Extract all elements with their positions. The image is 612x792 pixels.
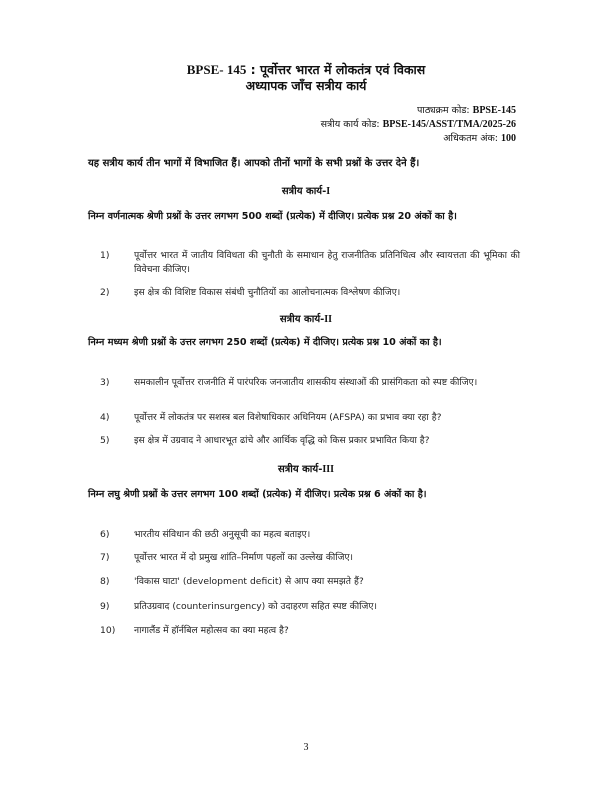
title-hindi: : पूर्वोत्तर भारत में लोकतंत्र एवं विकास — [246, 62, 426, 77]
course-code-line — [321, 104, 516, 118]
course-code-label: पाठ्यक्रम कोड: — [417, 105, 470, 116]
document-title — [0, 62, 612, 77]
section-heading-roman: II — [324, 314, 333, 325]
question-text: भारतीय संविधान की छठी अनुसूची का महत्व बताइए। — [134, 529, 311, 540]
section-heading-prefix: सत्रीय कार्य- — [277, 464, 323, 475]
question-text: इस क्षेत्र में उग्रवाद ने आधारभूत ढांचे और आर्थिक वृद्धि को किस प्रकार प्रभावित किया है? — [134, 435, 430, 446]
section-heading-roman: I — [326, 186, 331, 197]
question-text: समकालीन पूर्वोत्तर राजनीति में पारंपरिक जनजातीय शासकीय संस्थाओं की प्रासंगिकता को स्पष्ट कीजिए। — [134, 377, 478, 388]
question-text: पूर्वोत्तर भारत में जातीय विविधता की चुनौती के समाधान हेतु राजनीतिक प्रतिनिधित्व और स्वायत्तता की भूमिका की विवेचना कीजिए। — [134, 250, 520, 275]
question-number: 3) — [100, 377, 110, 388]
question-number: 4) — [100, 412, 110, 423]
assignment-code-value: BPSE-145/ASST/TMA/2025-26 — [382, 119, 516, 130]
course-code-value: BPSE-145 — [472, 105, 516, 116]
question-text: प्रतिउग्रवाद (counterinsurgency) को उदाहरण सहित स्पष्ट कीजिए। — [134, 601, 377, 612]
intro-text: यह सत्रीय कार्य तीन भागों में विभाजित हैं। आपको तीनों भागों के सभी प्रश्नों के उत्तर देने हैं। — [88, 158, 420, 169]
question-number: 8) — [100, 576, 110, 587]
question-number: 5) — [100, 435, 110, 446]
question-number: 6) — [100, 529, 110, 540]
question-number: 10) — [100, 625, 116, 636]
document-subtitle: अध्यापक जाँच सत्रीय कार्य — [245, 78, 367, 93]
page-number: 3 — [303, 742, 309, 753]
assignment-code-line — [321, 118, 516, 132]
section-instruction-1: निम्न वर्णनात्मक श्रेणी प्रश्नों के उत्तर लगभग 500 शब्दों (प्रत्येक) में दीजिए। प्रत्येक प्रश्न 20 अंकों का है। — [88, 211, 457, 222]
meta-block — [321, 104, 516, 146]
section-heading-3 — [0, 461, 612, 475]
question-number: 2) — [100, 287, 110, 298]
question-text: पूर्वोत्तर भारत में दो प्रमुख शांति–निर्माण पहलों का उल्लेख कीजिए। — [134, 552, 354, 563]
section-heading-prefix: सत्रीय कार्य- — [281, 186, 327, 197]
course-code-title: BPSE- 145 — [186, 62, 247, 77]
section-heading-prefix: सत्रीय कार्य- — [279, 314, 325, 325]
question-number: 7) — [100, 552, 110, 563]
question-text: 'विकास घाटा' (development deficit) से आप क्या समझते हैं? — [134, 576, 364, 587]
max-marks-line — [321, 132, 516, 146]
max-marks-label: अधिकतम अंक: — [443, 133, 498, 144]
section-instruction-2: निम्न मध्यम श्रेणी प्रश्नों के उत्तर लगभग 250 शब्दों (प्रत्येक) में दीजिए। प्रत्येक प्रश्न 10 अंकों का है। — [88, 337, 442, 348]
question-number: 9) — [100, 601, 110, 612]
question-text: नागालैंड में हॉर्नबिल महोत्सव का क्या महत्व है? — [134, 625, 289, 636]
max-marks-value: 100 — [501, 133, 516, 144]
question-text: पूर्वोत्तर में लोकतंत्र पर सशस्त्र बल विशेषाधिकार अधिनियम (AFSPA) का प्रभाव क्या रहा है? — [134, 412, 442, 423]
section-heading-2 — [0, 311, 612, 325]
question-number: 1) — [100, 250, 110, 261]
assignment-code-label: सत्रीय कार्य कोड: — [320, 119, 380, 130]
section-instruction-3: निम्न लघु श्रेणी प्रश्नों के उत्तर लगभग 100 शब्दों (प्रत्येक) में दीजिए। प्रत्येक प्रश्न 6 अंकों का है। — [88, 489, 427, 500]
question-text: इस क्षेत्र की विशिष्ट विकास संबंधी चुनौतियों का आलोचनात्मक विश्लेषण कीजिए। — [134, 287, 401, 298]
section-heading-1 — [0, 183, 612, 197]
section-heading-roman: III — [322, 464, 335, 475]
